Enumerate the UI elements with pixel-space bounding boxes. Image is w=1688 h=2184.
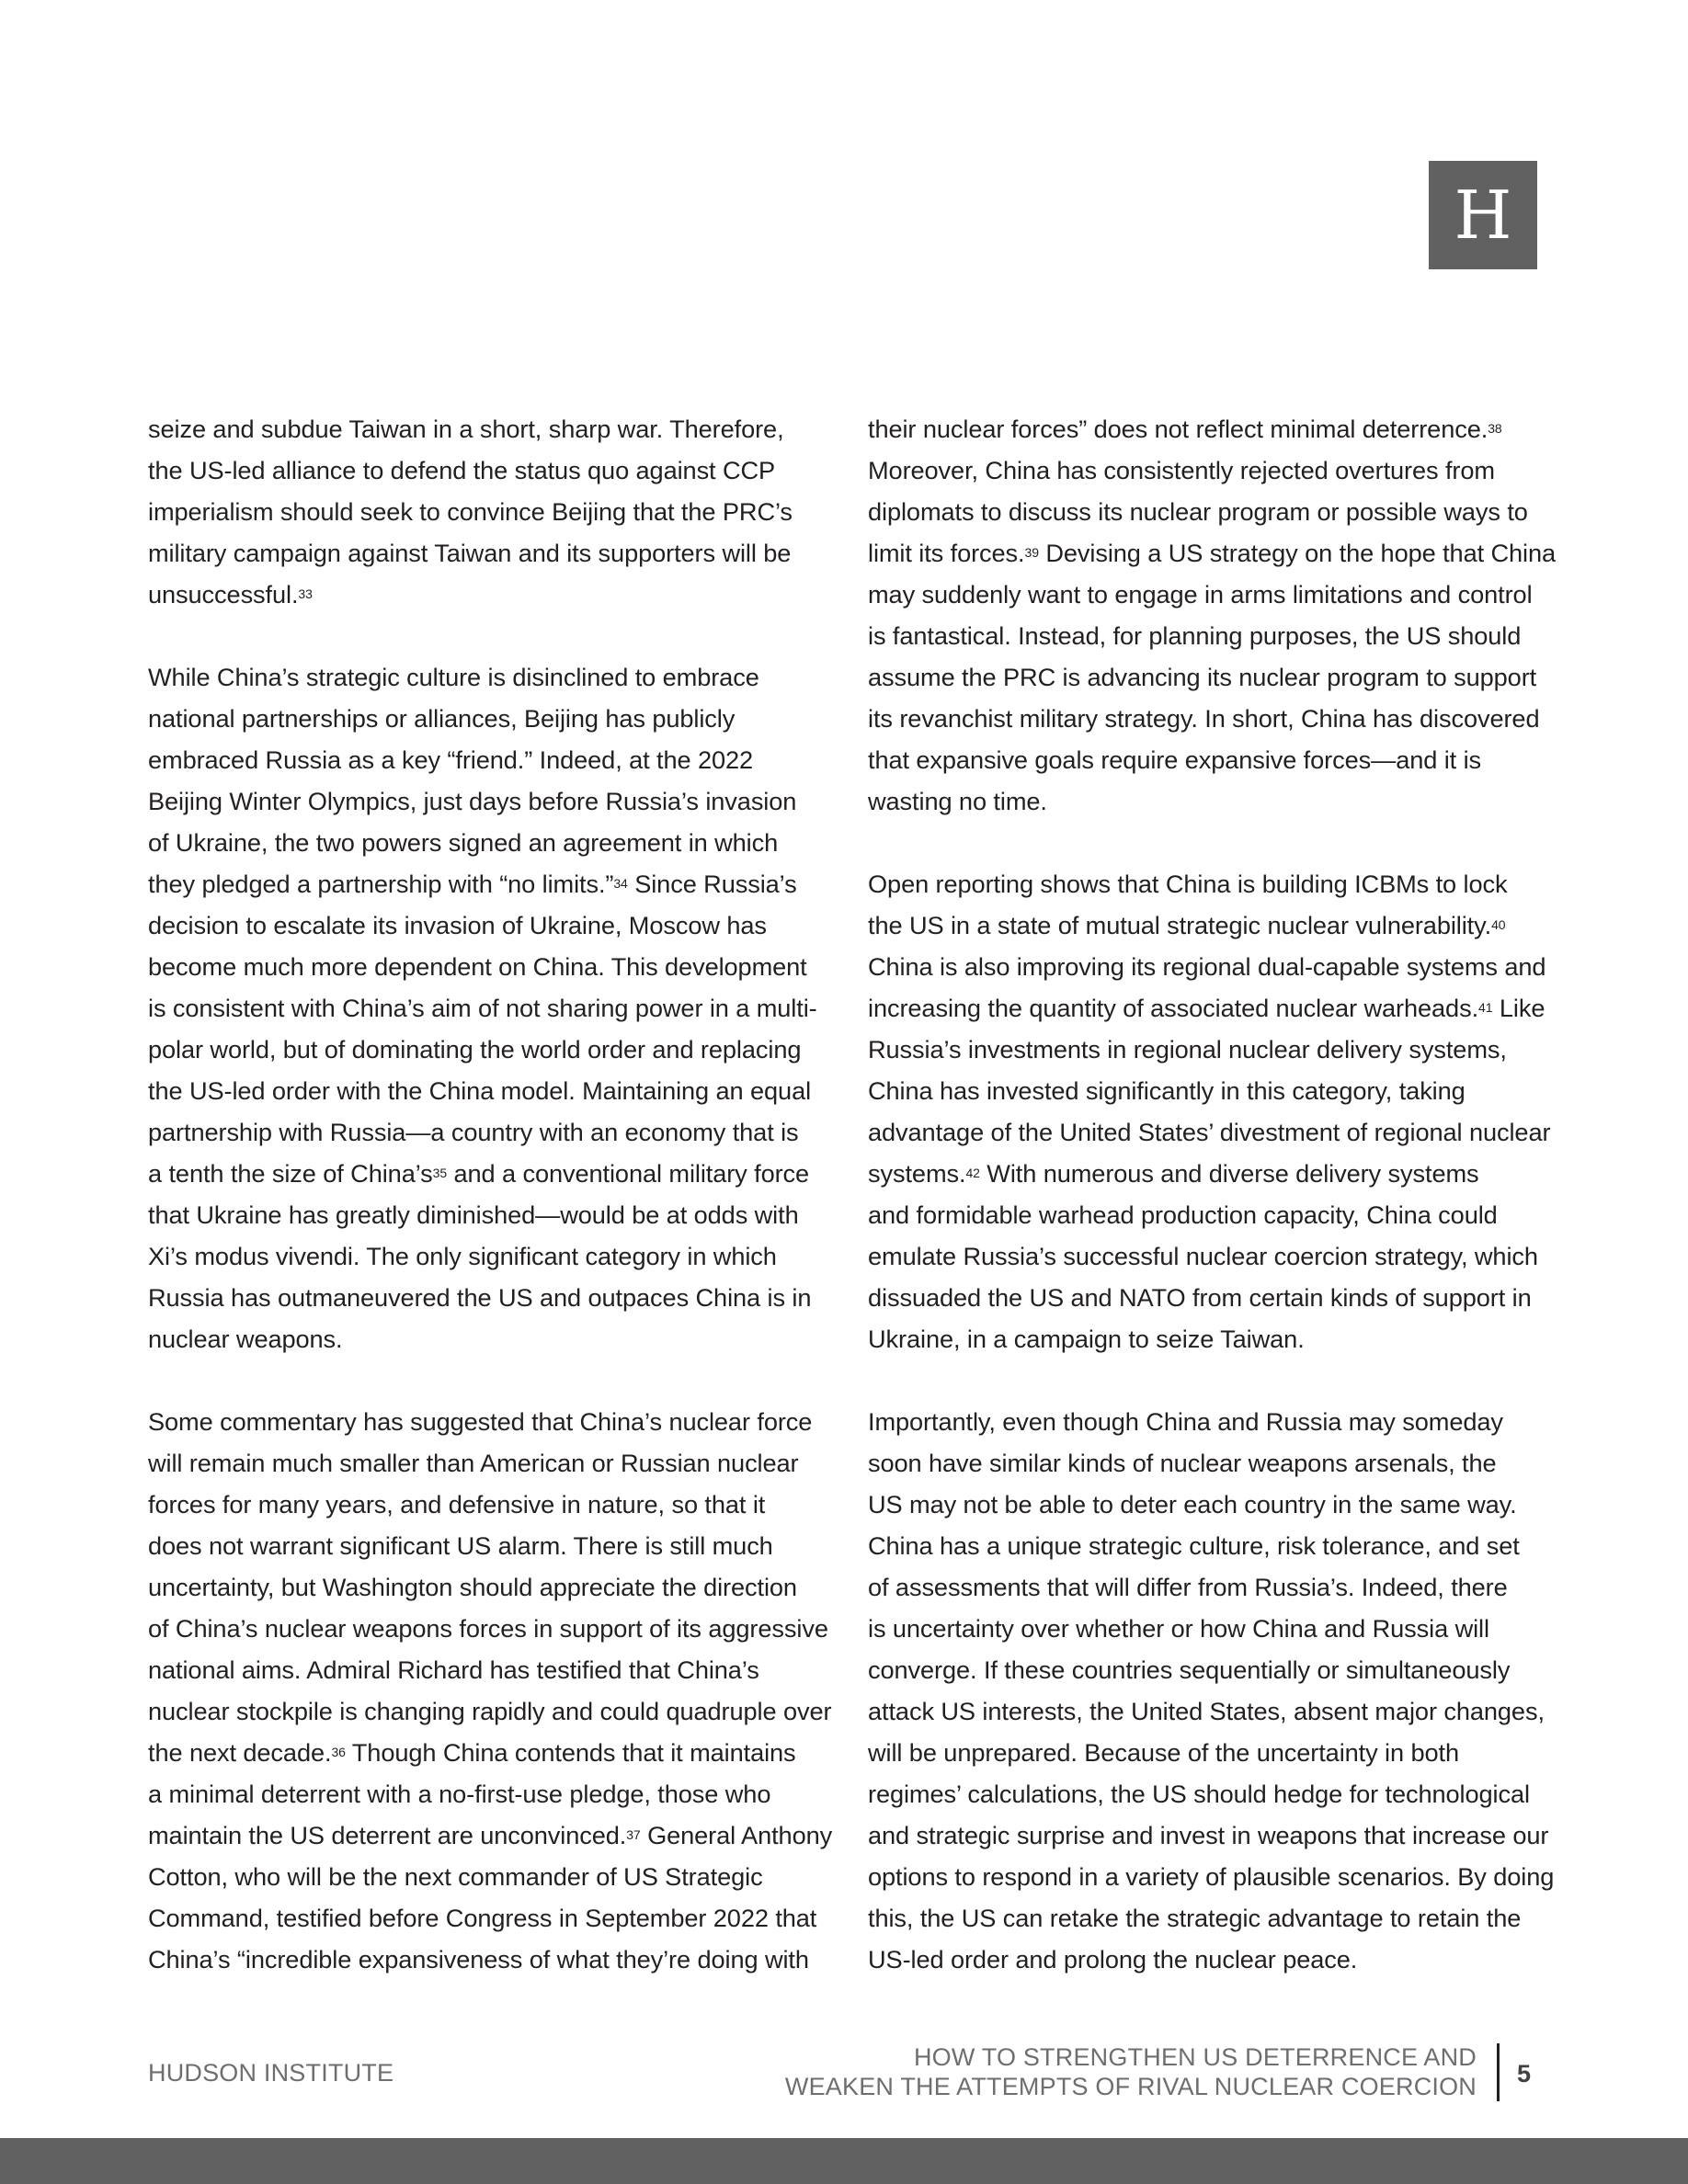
line-text: unsuccessful. (148, 580, 299, 609)
text-line (148, 1732, 828, 1773)
text-line (148, 1194, 828, 1235)
line-text: nuclear stockpile is changing rapidly and could quadruple over (148, 1697, 832, 1725)
footnote-ref: 35 (432, 1166, 448, 1180)
line-text: and strategic surprise and invest in weapons that increase our (868, 1821, 1549, 1849)
text-line (868, 408, 1548, 449)
text-line (868, 1277, 1548, 1318)
line-text: China is also improving its regional dual-capable systems and (868, 952, 1546, 981)
footer-title-line-1: HOW TO STRENGTHEN US DETERRENCE AND (913, 2043, 1477, 2071)
line-text: attack US interests, the United States, absent major changes, (868, 1697, 1545, 1725)
line-text: Some commentary has suggested that China’s nuclear force (148, 1407, 813, 1436)
paragraph-gap (868, 822, 1548, 863)
text-line (148, 1484, 828, 1525)
line-text: is consistent with China’s aim of not sharing power in a multi- (148, 994, 817, 1022)
right-column (868, 408, 1557, 1980)
line-text: their nuclear forces” does not reflect minimal deterrence. (868, 415, 1488, 443)
footnote-ref: 34 (613, 876, 628, 891)
line-text: the US in a state of mutual strategic nuclear vulnerability. (868, 911, 1492, 939)
line-text: Russia has outmaneuvered the US and outpaces China is in (148, 1283, 812, 1312)
line-text: soon have similar kinds of nuclear weapons arsenals, the (868, 1449, 1497, 1477)
line-text: of China’s nuclear weapons forces in support of its aggressive (148, 1614, 828, 1643)
line-text: US-led order and prolong the nuclear peace. (868, 1945, 1358, 1974)
text-line (868, 1773, 1548, 1814)
line-text: of assessments that will differ from Russia’s. Indeed, there (868, 1573, 1508, 1601)
text-line (148, 1235, 828, 1277)
line-text: China’s “incredible expansiveness of what they’re doing with (148, 1945, 809, 1974)
line-text: dissuaded the US and NATO from certain kinds of support in (868, 1283, 1532, 1312)
text-line (868, 491, 1548, 532)
line-text: military campaign against Taiwan and its supporters will be (148, 539, 792, 567)
line-text: converge. If these countries sequentially or simultaneously (868, 1655, 1511, 1684)
line-text: national partnerships or alliances, Beijing has publicly (148, 704, 736, 733)
footnote-ref: 37 (626, 1827, 641, 1842)
line-text: decision to escalate its invasion of Ukraine, Moscow has (148, 911, 767, 939)
line-text: nuclear weapons. (148, 1325, 343, 1353)
footer-divider (1497, 2043, 1500, 2101)
text-line (148, 656, 828, 698)
text-line (868, 1608, 1548, 1649)
page-number: 5 (1517, 2060, 1532, 2087)
line-text-cont: and a conventional military force (447, 1159, 810, 1188)
text-line (148, 739, 828, 780)
paragraph-gap (868, 1359, 1548, 1401)
text-line (868, 1856, 1555, 1897)
line-text-cont: Though China contends that it maintains (345, 1738, 796, 1767)
footnote-ref: 38 (1488, 421, 1502, 436)
text-line (868, 1939, 1548, 1980)
text-line (148, 1153, 828, 1194)
text-line (148, 1897, 828, 1939)
line-text: While China’s strategic culture is disinclined to embrace (148, 663, 759, 691)
text-line (148, 698, 828, 739)
text-line (868, 1484, 1548, 1525)
line-text: US may not be able to deter each country in the same way. (868, 1490, 1517, 1519)
line-text: become much more dependent on China. This development (148, 952, 807, 981)
footnote-ref: 42 (965, 1166, 980, 1180)
text-line (148, 1029, 828, 1070)
line-text: Cotton, who will be the next commander of US Strategic (148, 1862, 763, 1891)
text-line (148, 987, 828, 1029)
footnote-ref: 41 (1478, 1000, 1493, 1015)
line-text-cont: Like (1492, 994, 1545, 1022)
line-text: Importantly, even though China and Russia may someday (868, 1407, 1503, 1436)
line-text: the US-led alliance to defend the status quo against CCP (148, 456, 776, 484)
text-line (868, 574, 1548, 615)
text-line (868, 656, 1548, 698)
line-text: is uncertainty over whether or how China and Russia will (868, 1614, 1489, 1643)
line-text: national aims. Admiral Richard has testified that China’s (148, 1655, 759, 1684)
footnote-ref: 36 (331, 1745, 346, 1759)
text-line (148, 780, 828, 822)
line-text: diplomats to discuss its nuclear program or possible ways to (868, 497, 1528, 526)
text-line (868, 780, 1548, 822)
text-line (148, 1649, 828, 1690)
line-text: China has invested significantly in this category, taking (868, 1076, 1466, 1105)
logo-letter: H (1454, 176, 1512, 254)
text-line (868, 1732, 1548, 1773)
line-text: imperialism should seek to convince Beijing that the PRC’s (148, 497, 793, 526)
text-line (868, 946, 1548, 987)
text-line (868, 1401, 1548, 1442)
line-text-cont: General Anthony (640, 1821, 833, 1849)
text-line (148, 491, 828, 532)
text-line (868, 698, 1548, 739)
line-text: a tenth the size of China’s (148, 1159, 433, 1188)
line-text: Ukraine, in a campaign to seize Taiwan. (868, 1325, 1305, 1353)
text-line (148, 408, 828, 449)
text-line (868, 1566, 1548, 1608)
line-text: of Ukraine, the two powers signed an agreement in which (148, 828, 779, 857)
text-line (148, 946, 828, 987)
text-line (148, 1773, 828, 1814)
line-text: Beijing Winter Olympics, just days before Russia’s invasion (148, 787, 797, 815)
text-line (148, 449, 828, 491)
line-text: polar world, but of dominating the world order and replacing (148, 1035, 802, 1064)
line-text: systems. (868, 1159, 966, 1188)
line-text: the US-led order with the China model. Maintaining an equal (148, 1076, 812, 1105)
line-text: they pledged a partnership with “no limits.” (148, 870, 614, 898)
text-line (148, 532, 828, 574)
text-line (868, 1111, 1551, 1153)
line-text: partnership with Russia—a country with an economy that is (148, 1118, 799, 1146)
text-line (148, 1318, 828, 1359)
line-text: emulate Russia’s successful nuclear coercion strategy, which (868, 1242, 1538, 1270)
text-line (868, 449, 1548, 491)
text-line (148, 904, 828, 946)
text-line (868, 1029, 1548, 1070)
text-line (868, 863, 1548, 904)
text-line (868, 739, 1548, 780)
line-text: uncertainty, but Washington should appreciate the direction (148, 1573, 797, 1601)
left-column (148, 408, 833, 1980)
text-line (868, 1235, 1548, 1277)
line-text: does not warrant significant US alarm. There is still much (148, 1531, 773, 1560)
text-line (148, 1442, 828, 1484)
line-text: Moreover, China has consistently rejected overtures from (868, 456, 1495, 484)
line-text: that Ukraine has greatly diminished—would be at odds with (148, 1200, 799, 1229)
hudson-logo (1429, 161, 1537, 269)
text-line (148, 1111, 828, 1153)
line-text: will remain much smaller than American or Russian nuclear (148, 1449, 799, 1477)
text-line (148, 1525, 828, 1566)
line-text: options to respond in a variety of plausible scenarios. By doing (868, 1862, 1555, 1891)
line-text: wasting no time. (868, 787, 1047, 815)
footer-publisher: HUDSON INSTITUTE (148, 2059, 394, 2087)
text-line (148, 1856, 828, 1897)
line-text: Xi’s modus vivendi. The only significant category in which (148, 1242, 777, 1270)
text-line (868, 1194, 1548, 1235)
text-line (148, 1070, 828, 1111)
line-text: increasing the quantity of associated nuclear warheads. (868, 994, 1479, 1022)
line-text: maintain the US deterrent are unconvinced. (148, 1821, 627, 1849)
line-text: seize and subdue Taiwan in a short, sharp war. Therefore, (148, 415, 784, 443)
line-text: Open reporting shows that China is building ICBMs to lock (868, 870, 1508, 898)
text-line (868, 1525, 1548, 1566)
text-line (148, 1939, 828, 1980)
line-text: assume the PRC is advancing its nuclear program to support (868, 663, 1537, 691)
line-text: China has a unique strategic culture, risk tolerance, and set (868, 1531, 1520, 1560)
paragraph-gap (148, 1359, 828, 1401)
text-line (148, 1566, 828, 1608)
line-text: embraced Russia as a key “friend.” Indeed, at the 2022 (148, 745, 754, 774)
text-line (148, 863, 828, 904)
line-text: is fantastical. Instead, for planning purposes, the US should (868, 621, 1522, 650)
line-text: will be unprepared. Because of the uncertainty in both (868, 1738, 1459, 1767)
text-line (868, 1070, 1548, 1111)
text-line (148, 1814, 833, 1856)
text-line (868, 1153, 1548, 1194)
text-line (148, 1690, 832, 1732)
text-line (868, 904, 1548, 946)
text-line (868, 1318, 1548, 1359)
line-text-cont: With numerous and diverse delivery systems (979, 1159, 1479, 1188)
text-line (868, 1690, 1548, 1732)
text-line (868, 1897, 1548, 1939)
text-line (148, 1277, 828, 1318)
footer-title-line-2: WEAKEN THE ATTEMPTS OF RIVAL NUCLEAR COERCION (784, 2073, 1477, 2100)
bottom-band (0, 2138, 1688, 2184)
line-text: and formidable warhead production capacity, China could (868, 1200, 1498, 1229)
line-text: Russia’s investments in regional nuclear delivery systems, (868, 1035, 1507, 1064)
hudson-logo-mark (1429, 161, 1537, 269)
line-text: a minimal deterrent with a no-first-use pledge, those who (148, 1780, 771, 1808)
text-line (868, 1442, 1548, 1484)
line-text: Command, testified before Congress in September 2022 that (148, 1904, 817, 1932)
line-text-cont: Since Russia’s (627, 870, 797, 898)
text-line (148, 822, 828, 863)
line-text-cont: Devising a US strategy on the hope that China (1038, 539, 1557, 567)
line-text: may suddenly want to engage in arms limitations and control (868, 580, 1533, 609)
text-line (868, 1649, 1548, 1690)
line-text: forces for many years, and defensive in nature, so that it (148, 1490, 766, 1519)
text-line (148, 1608, 828, 1649)
footnote-ref: 39 (1024, 545, 1039, 560)
text-line (148, 1401, 828, 1442)
text-line (148, 574, 828, 615)
line-text: its revanchist military strategy. In short, China has discovered (868, 704, 1540, 733)
paragraph-gap (148, 615, 828, 656)
text-line (868, 615, 1548, 656)
footnote-ref: 33 (298, 586, 313, 601)
line-text: limit its forces. (868, 539, 1025, 567)
line-text: that expansive goals require expansive forces—and it is (868, 745, 1482, 774)
line-text: regimes’ calculations, the US should hedge for technological (868, 1780, 1530, 1808)
text-line (868, 532, 1557, 574)
text-line (868, 1814, 1548, 1856)
footnote-ref: 40 (1491, 917, 1506, 932)
line-text: advantage of the United States’ divestment of regional nuclear (868, 1118, 1551, 1146)
line-text: the next decade. (148, 1738, 332, 1767)
text-line (868, 987, 1548, 1029)
line-text: this, the US can retake the strategic advantage to retain the (868, 1904, 1522, 1932)
footer-document-title (785, 2042, 1477, 2101)
